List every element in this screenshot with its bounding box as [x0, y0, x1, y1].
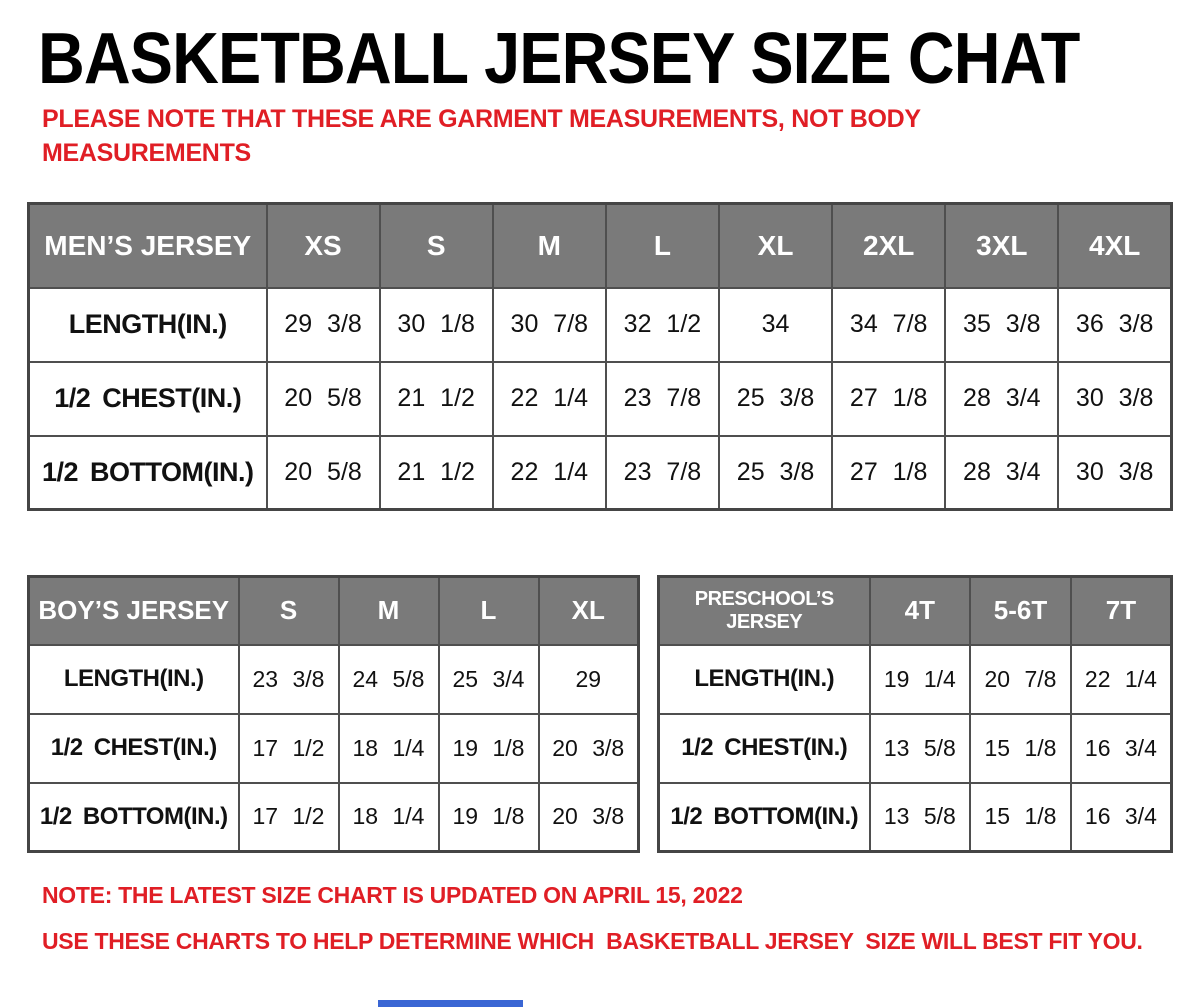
measurement-value-cell: 22 1/4: [1071, 645, 1172, 714]
measurement-value-cell: 19 1/8: [439, 714, 539, 783]
measurement-value-cell: 28 3/4: [945, 362, 1058, 436]
measurement-value-cell: 15 1/8: [970, 714, 1071, 783]
measurement-value-cell: 30 1/8: [380, 288, 493, 362]
measurement-value-cell: 20 5/8: [267, 436, 380, 510]
measurement-row-label: LENGTH(IN.): [29, 288, 267, 362]
size-column-header: 7T: [1071, 577, 1172, 645]
size-column-header: S: [380, 204, 493, 288]
measurement-row-label: 1/2 CHEST(IN.): [29, 714, 239, 783]
measurement-value-cell: 18 1/4: [339, 783, 439, 852]
measurement-value-cell: 22 1/4: [493, 362, 606, 436]
size-column-header: XL: [719, 204, 832, 288]
measurement-value-cell: 25 3/8: [719, 362, 832, 436]
measurement-value-cell: 20 3/8: [539, 783, 639, 852]
measurement-value-cell: 27 1/8: [832, 436, 945, 510]
size-column-header: S: [239, 577, 339, 645]
measurement-value-cell: 23 3/8: [239, 645, 339, 714]
measurement-value-cell: 29: [539, 645, 639, 714]
preschool-table-name: PRESCHOOL’S JERSEY: [659, 577, 870, 645]
measurement-value-cell: 25 3/4: [439, 645, 539, 714]
measurement-row-label: 1/2 BOTTOM(IN.): [29, 436, 267, 510]
boys-table-name: BOY’S JERSEY: [29, 577, 239, 645]
fit-advice-note: USE THESE CHARTS TO HELP DETERMINE WHICH BASKETBALL JERSEY SIZE WILL BEST FIT YOU.: [42, 928, 1143, 954]
measurement-value-cell: 17 1/2: [239, 783, 339, 852]
measurement-value-cell: 16 3/4: [1071, 783, 1172, 852]
measurement-value-cell: 32 1/2: [606, 288, 719, 362]
preschool-size-table: [657, 575, 1173, 853]
measurement-row: [29, 645, 639, 714]
mens-size-table: [27, 202, 1173, 511]
measurement-value-cell: 23 7/8: [606, 436, 719, 510]
measurement-value-cell: 28 3/4: [945, 436, 1058, 510]
page-title: BASKETBALL JERSEY SIZE CHAT: [38, 19, 1080, 99]
measurement-value-cell: 20 3/8: [539, 714, 639, 783]
measurement-value-cell: 23 7/8: [606, 362, 719, 436]
measurement-row: [659, 714, 1172, 783]
measurement-value-cell: 30 3/8: [1058, 362, 1171, 436]
measurement-value-cell: 20 7/8: [970, 645, 1071, 714]
measurement-value-cell: 27 1/8: [832, 362, 945, 436]
measurement-value-cell: 35 3/8: [945, 288, 1058, 362]
measurement-row: [29, 783, 639, 852]
size-column-header: L: [606, 204, 719, 288]
measurement-value-cell: 19 1/8: [439, 783, 539, 852]
boys-header-row: [29, 577, 639, 645]
measurement-value-cell: 18 1/4: [339, 714, 439, 783]
mens-header-row: [29, 204, 1172, 288]
measurement-row-label: 1/2 CHEST(IN.): [659, 714, 870, 783]
size-column-header: 5-6T: [970, 577, 1071, 645]
measurement-row: [29, 436, 1172, 510]
measurement-row-label: LENGTH(IN.): [659, 645, 870, 714]
measurement-value-cell: 29 3/8: [267, 288, 380, 362]
size-column-header: 4T: [870, 577, 971, 645]
measurement-value-cell: 34 7/8: [832, 288, 945, 362]
measurement-row: [29, 288, 1172, 362]
measurement-value-cell: 21 1/2: [380, 436, 493, 510]
updated-date-note: NOTE: THE LATEST SIZE CHART IS UPDATED ON APRIL 15, 2022: [42, 882, 743, 908]
size-column-header: 3XL: [945, 204, 1058, 288]
measurement-value-cell: 20 5/8: [267, 362, 380, 436]
size-column-header: XL: [539, 577, 639, 645]
size-column-header: XS: [267, 204, 380, 288]
measurement-row-label: 1/2 BOTTOM(IN.): [659, 783, 870, 852]
measurement-value-cell: 13 5/8: [870, 783, 971, 852]
measurement-value-cell: 25 3/8: [719, 436, 832, 510]
measurement-value-cell: 21 1/2: [380, 362, 493, 436]
measurement-row: [29, 362, 1172, 436]
boys-size-table: [27, 575, 640, 853]
size-column-header: M: [493, 204, 606, 288]
measurement-value-cell: 15 1/8: [970, 783, 1071, 852]
measurement-row-label: 1/2 BOTTOM(IN.): [29, 783, 239, 852]
measurement-value-cell: 22 1/4: [493, 436, 606, 510]
measurement-value-cell: 30 7/8: [493, 288, 606, 362]
mens-table-name: MEN’S JERSEY: [29, 204, 267, 288]
measurement-row-label: LENGTH(IN.): [29, 645, 239, 714]
measurement-row: [659, 645, 1172, 714]
garment-measurement-note: PLEASE NOTE THAT THESE ARE GARMENT MEASUREMENTS, NOT BODY MEASUREMENTS: [42, 105, 921, 167]
measurement-value-cell: 30 3/8: [1058, 436, 1171, 510]
measurement-value-cell: 19 1/4: [870, 645, 971, 714]
measurement-value-cell: 17 1/2: [239, 714, 339, 783]
measurement-row-label: 1/2 CHEST(IN.): [29, 362, 267, 436]
measurement-value-cell: 36 3/8: [1058, 288, 1171, 362]
measurement-value-cell: 24 5/8: [339, 645, 439, 714]
size-column-header: L: [439, 577, 539, 645]
size-column-header: M: [339, 577, 439, 645]
measurement-row: [659, 783, 1172, 852]
measurement-value-cell: 13 5/8: [870, 714, 971, 783]
measurement-value-cell: 16 3/4: [1071, 714, 1172, 783]
size-column-header: 2XL: [832, 204, 945, 288]
size-column-header: 4XL: [1058, 204, 1171, 288]
bottom-accent-bar: [378, 1000, 523, 1007]
measurement-row: [29, 714, 639, 783]
measurement-value-cell: 34: [719, 288, 832, 362]
preschool-header-row: [659, 577, 1172, 645]
